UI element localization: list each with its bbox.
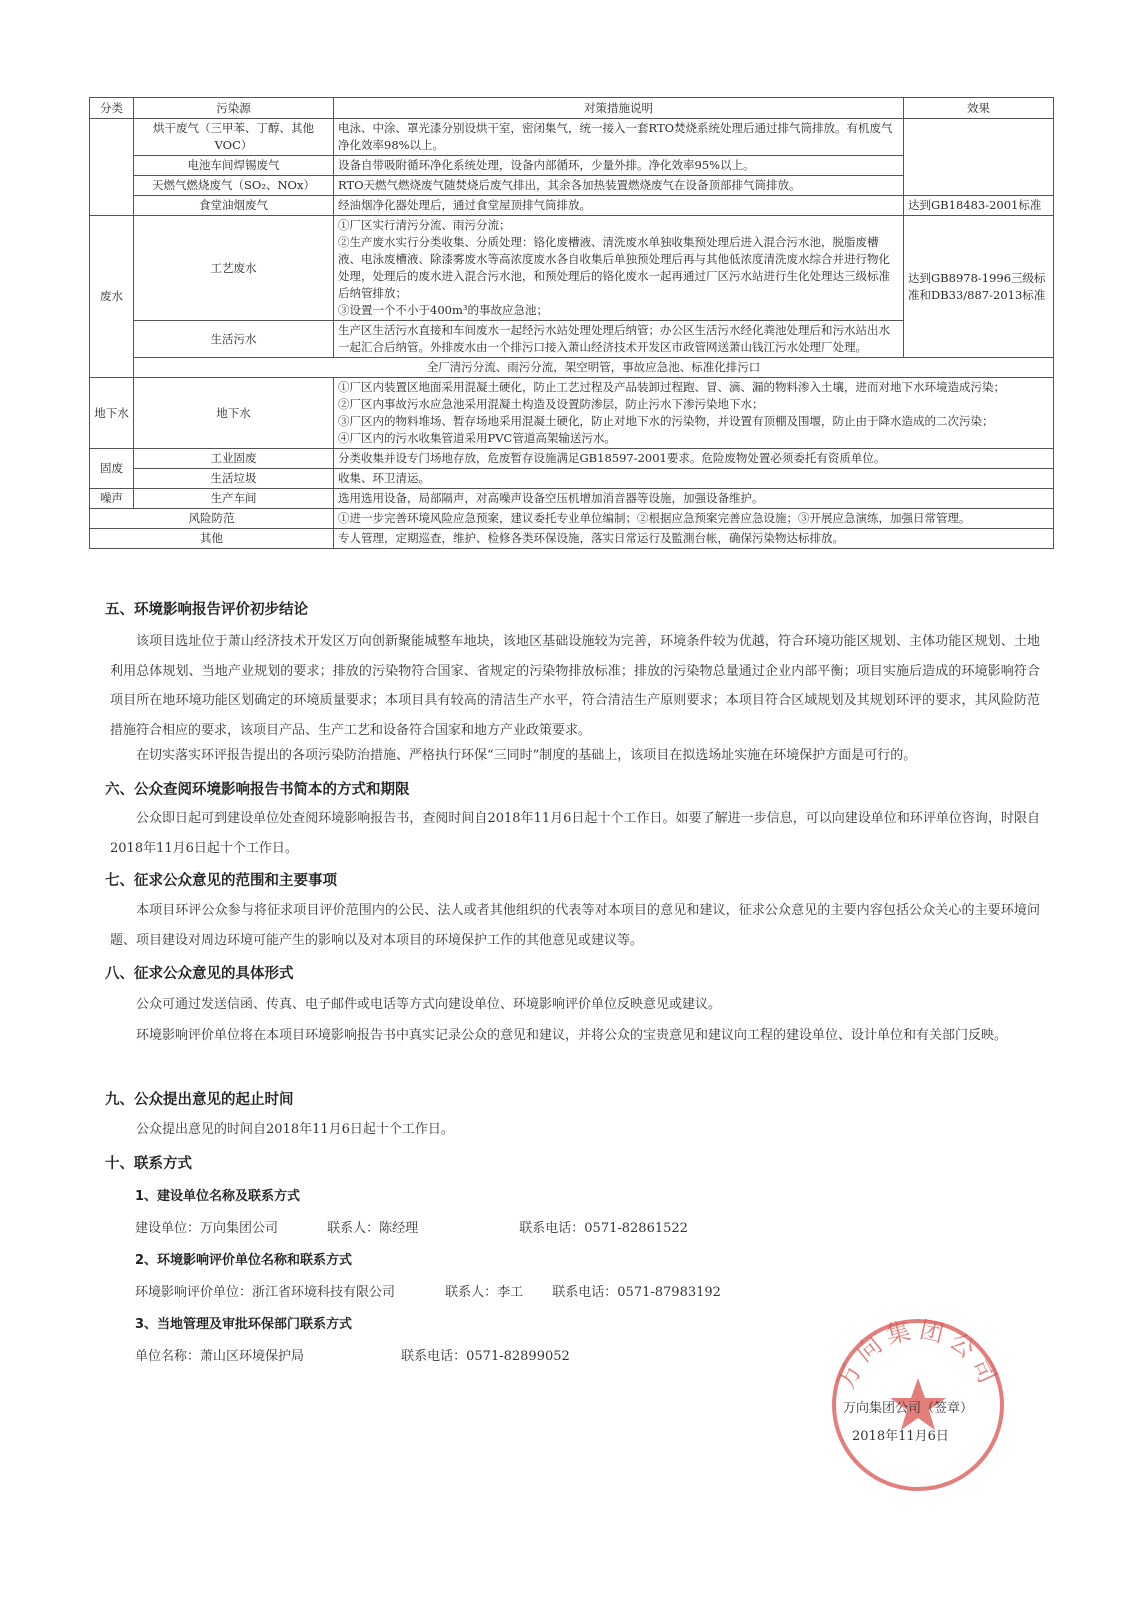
header-category: 分类 — [90, 98, 134, 119]
measure-cell: 专人管理，定期巡查，维护、检修各类环保设施，落实日常运行及監測台帐，确保污染物达标排放。 — [334, 529, 1054, 549]
contact-unit: 建设单位：万向集团公司 — [135, 1221, 279, 1236]
header-source: 污染源 — [134, 98, 334, 119]
contact-person: 联系人：陈经理 — [327, 1221, 419, 1236]
measure-cell: 设备自带吸附循环净化系统处理，设备内部循环，少量外排。净化效率95%以上。 — [334, 156, 904, 176]
category-noise-cell: 噪声 — [90, 489, 134, 509]
effect-cell: 达到GB18483-2001标准 — [904, 196, 1054, 216]
source-cell: 烘干废气（三甲苯、丁醇、其他VOC） — [134, 119, 334, 156]
section-6-title: 六、公众查阅环境影响报告书简本的方式和期限 — [105, 782, 410, 798]
table-row — [90, 489, 1054, 509]
measure-cell: 分类收集并设专门场地存放，危废暂存设施满足GB18597-2001要求。危险废物处置必须委托有资质单位。 — [334, 449, 1054, 469]
category-solid-cell: 固废 — [90, 449, 134, 489]
contact-phone: 联系电话：0571-87983192 — [552, 1285, 721, 1300]
measure-line: ①厂区实行清污分流、雨污分流； — [338, 218, 511, 232]
measure-line: ④厂区内的污水收集管道采用PVC管道高架输送污水。 — [338, 431, 616, 445]
category-water-cell: 废水 — [90, 216, 134, 378]
section-9-paragraph-1: 公众提出意见的时间自2018年11月6日起十个工作日。 — [136, 1122, 454, 1137]
source-cell: 地下水 — [134, 378, 334, 449]
source-cell: 工业固废 — [134, 449, 334, 469]
water-general-cell: 全厂清污分流、雨污分流，架空明管，事故应急池、标准化排污口 — [134, 358, 1054, 378]
table-header-row — [90, 98, 1054, 119]
source-cell: 生活垃圾 — [134, 469, 334, 489]
section-5-paragraph-2: 在切实落实环评报告提出的各项污染防治措施、严格执行环保“三同时”制度的基础上，该项目在拟选场址实施在环境保护方面是可行的。 — [136, 748, 917, 763]
category-risk-cell: 风险防范 — [90, 509, 334, 529]
contact-line-2 — [135, 1281, 721, 1300]
signature-company: 万向集团公司（签章） — [843, 1401, 974, 1416]
contact-sub-2: 2、环境影响评价单位名称和联系方式 — [135, 1253, 353, 1268]
table-row — [90, 469, 1054, 489]
contact-person: 联系人：李工 — [445, 1285, 524, 1300]
section-5-title: 五、环境影响报告评价初步结论 — [105, 602, 308, 618]
measure-line: ③设置一个不小于400m³的事故应急池； — [338, 303, 548, 317]
contact-line-1 — [135, 1217, 688, 1236]
contact-unit: 环境影响评价单位：浙江省环境科技有限公司 — [135, 1285, 396, 1300]
contact-sub-1: 1、建设单位名称及联系方式 — [135, 1189, 301, 1204]
section-8-title: 八、征求公众意见的具体形式 — [105, 966, 294, 982]
category-other-cell: 其他 — [90, 529, 334, 549]
section-10-title: 十、联系方式 — [105, 1156, 192, 1172]
source-cell: 食堂油烟废气 — [134, 196, 334, 216]
measure-cell: 收集、环卫清运。 — [334, 469, 1054, 489]
measure-cell: ①进一步完善环境风险应急预案，建议委托专业单位编制；②根据应急预案完善应急设施；③开展应急演练，加强日常管理。 — [334, 509, 1054, 529]
source-cell: 生产车间 — [134, 489, 334, 509]
measure-line: ①厂区内装置区地面采用混凝土硬化，防止工艺过程及产品装卸过程跑、冒、滴、漏的物料渗入土壤，进而对地下水环境造成污染； — [338, 380, 1005, 394]
table-row — [90, 449, 1054, 469]
source-cell: 工艺废水 — [134, 216, 334, 321]
table-row — [90, 509, 1054, 529]
section-8-paragraph-2: 环境影响评价单位将在本项目环境影响报告书中真实记录公众的意见和建议，并将公众的宝贵意见和建议向工程的建设单位、设计单位和有关部门反映。 — [136, 1028, 1008, 1043]
table-row — [90, 119, 1054, 156]
table-row — [90, 378, 1054, 449]
measure-cell: 生产区生活污水直接和车间废水一起经污水站处理处理后纳管；办公区生活污水经化粪池处理后和污水站出水一起汇合后纳管。外排废水由一个排污口接入萧山经济技术开发区市政管网送萧山钱江污水处理厂处理。 — [334, 321, 904, 358]
category-ground-cell: 地下水 — [90, 378, 134, 449]
source-cell: 电池车间焊锡废气 — [134, 156, 334, 176]
measures-table — [89, 97, 1054, 549]
category-gas-cell — [90, 119, 134, 216]
header-measure: 对策措施说明 — [334, 98, 904, 119]
section-9-title: 九、公众提出意见的起止时间 — [105, 1092, 294, 1108]
measure-cell: 选用选用设备，局部隔声，对高噪声设备空压机增加消音器等设施，加强设备维护。 — [334, 489, 1054, 509]
effect-cell-empty — [904, 119, 1054, 196]
section-7-title: 七、征求公众意见的范围和主要事项 — [105, 873, 337, 889]
contact-phone: 联系电话：0571-82861522 — [519, 1221, 688, 1236]
measure-line: ②厂区内事故污水应急池采用混凝土构造及设置防渗层，防止污水下渗污染地下水； — [338, 397, 764, 411]
section-6-paragraph-1: 公众即日起可到建设单位处查阅环境影响报告书，查阅时间自2018年11月6日起十个工作日。如要了解进一步信息，可以向建设单位和环评单位咨询，时限自2018年11月6日起十个工作日。 — [110, 811, 1040, 856]
header-effect: 效果 — [904, 98, 1054, 119]
table-row — [90, 358, 1054, 378]
table-row — [90, 529, 1054, 549]
contact-sub-3: 3、当地管理及审批环保部门联系方式 — [135, 1317, 353, 1332]
measure-cell: 电泳、中涂、罩光漆分别设烘干室，密闭集气，统一接入一套RTO焚烧系统处理后通过排气筒排放。有机废气净化效率98%以上。 — [334, 119, 904, 156]
measure-cell — [334, 216, 904, 321]
table-row — [90, 196, 1054, 216]
measure-cell: 经油烟净化器处理后，通过食堂屋顶排气筒排放。 — [334, 196, 904, 216]
measure-line: ②生产废水实行分类收集、分质处理：铬化废槽液、清洗废水单独收集预处理后进入混合污水池，脱脂废槽液、电泳废槽液、除漆雾废水等高浓度废水各自收集后单独预处理后再与其他低浓度清洗废水综合并进行物化处理，处理后的废水进入混合污水池，和预处理后的铬化废水一起再通过厂区污水站进行生化处理达三级标准后纳管排放； — [338, 235, 890, 300]
contact-line-3 — [135, 1345, 570, 1364]
section-5-paragraph-1: 该项目选址位于萧山经济技术开发区万向创新聚能城整车地块，该地区基础设施较为完善，环境条件较为优越，符合环境功能区规划、主体功能区规划、土地利用总体规划、当地产业规划的要求；排放的污染物符合国家、省规定的污染物排放标准；排放的污染物总量通过企业内部平衡；项目实施后造成的环境影响符合项目所在地环境功能区划确定的环境质量要求；本项目具有较高的清洁生产水平，符合清洁生产原则要求；本项目符合区域规划及其规划环评的要求，其风险防范措施符合相应的要求，该项目产品、生产工艺和设备符合国家和地方产业政策要求。 — [110, 634, 1040, 738]
measure-cell — [334, 378, 1054, 449]
source-cell: 生活污水 — [134, 321, 334, 358]
measure-cell: RTO天燃气燃烧废气随焚烧后废气排出，其余各加热装置燃烧废气在设备顶部排气筒排放。 — [334, 176, 904, 196]
signature-date: 2018年11月6日 — [852, 1429, 949, 1444]
svg-text:万向集团公司: 万向集团公司 — [831, 1316, 1005, 1394]
contact-unit: 单位名称：萧山区环境保护局 — [135, 1349, 305, 1364]
measure-line: ③厂区内的物料堆场、暂存场地采用混凝土硬化，防止对地下水的污染物，并设置有顶棚及围堰，防止由于降水造成的二次污染； — [338, 414, 994, 428]
effect-cell: 达到GB8978-1996三级标准和DB33/887-2013标准 — [904, 216, 1054, 358]
contact-phone: 联系电话：0571-82899052 — [401, 1349, 570, 1364]
table-row — [90, 216, 1054, 321]
section-7-paragraph-1: 本项目环评公众参与将征求项目评价范围内的公民、法人或者其他组织的代表等对本项目的意见和建议，征求公众意见的主要内容包括公众关心的主要环境问题、项目建设对周边环境可能产生的影响以及对本项目的环境保护工作的其他意见或建议等。 — [110, 903, 1040, 948]
section-8-paragraph-1: 公众可通过发送信函、传真、电子邮件或电话等方式向建设单位、环境影响评价单位反映意见或建议。 — [136, 997, 722, 1012]
source-cell: 天燃气燃烧废气（SO₂、NOx） — [134, 176, 334, 196]
